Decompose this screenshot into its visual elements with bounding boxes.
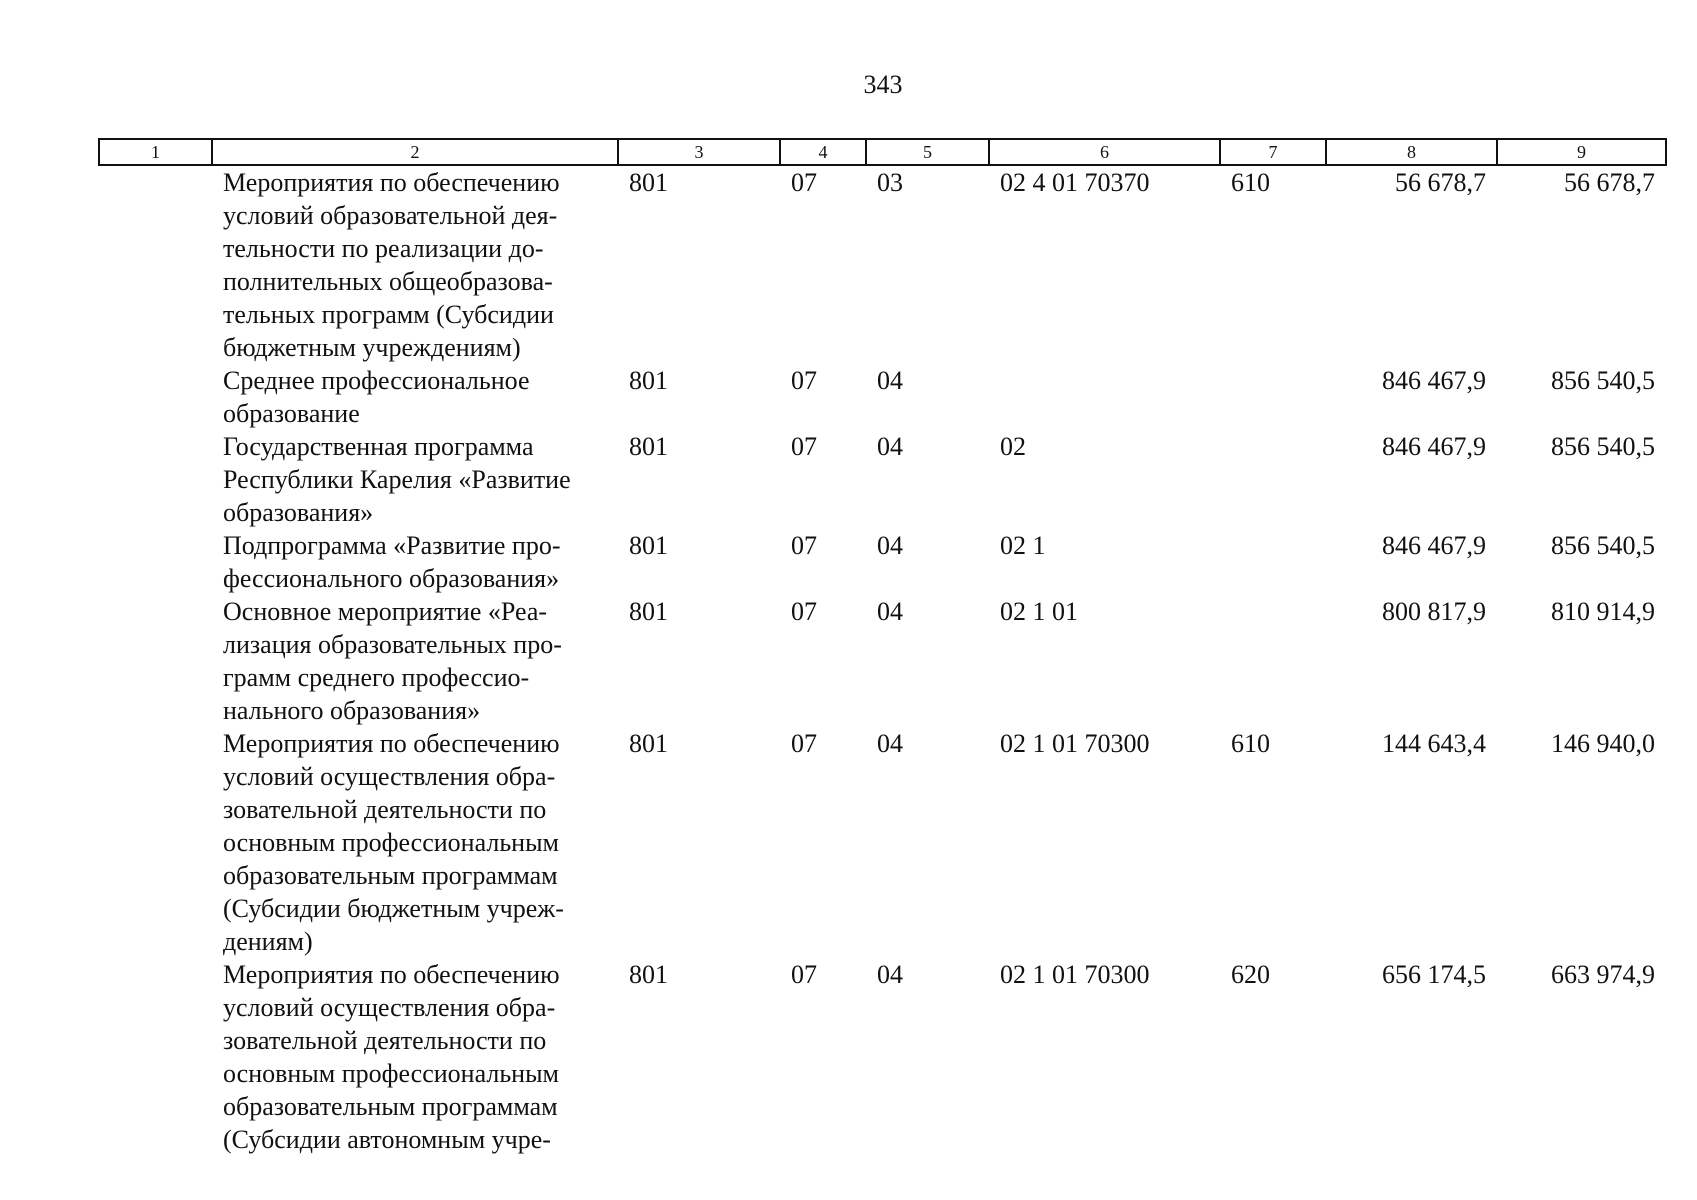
column-header: 8	[1326, 139, 1497, 165]
cell-subsection: 04	[877, 531, 903, 560]
cell-col1	[99, 364, 212, 430]
cell-amount-year1: 656 174,5	[1382, 960, 1486, 989]
cell-expense-type	[1220, 364, 1326, 430]
cell-amount-year1: 56 678,7	[1395, 168, 1486, 197]
cell-target-article: 02 1 01 70300	[1000, 729, 1150, 758]
table-row	[99, 430, 1666, 529]
cell-amount-year2: 856 540,5	[1551, 366, 1655, 395]
cell-subsection: 04	[877, 597, 903, 626]
cell-name: Подпрограмма «Развитие про- фессионального образования»	[223, 531, 561, 593]
cell-amount-year1: 800 817,9	[1382, 597, 1486, 626]
cell-target-article	[989, 364, 1220, 430]
cell-amount-year2: 663 974,9	[1551, 960, 1655, 989]
cell-section: 07	[791, 531, 817, 560]
cell-expense-type	[1220, 595, 1326, 727]
cell-amount-year2: 810 914,9	[1551, 597, 1655, 626]
column-header: 5	[866, 139, 989, 165]
column-header: 9	[1497, 139, 1666, 165]
cell-name: Мероприятия по обеспечению условий осуществления обра- зовательной деятельности по основным профессиональным образовательным программам (Субсидии автономным учре-	[223, 960, 560, 1154]
cell-name: Государственная программа Республики Карелия «Развитие образования»	[223, 432, 571, 527]
cell-admin-code: 801	[629, 960, 668, 989]
header-row	[99, 139, 1666, 165]
cell-target-article: 02	[1000, 432, 1026, 461]
cell-subsection: 04	[877, 729, 903, 758]
cell-section: 07	[791, 597, 817, 626]
cell-section: 07	[791, 432, 817, 461]
page-number: 343	[863, 70, 903, 99]
cell-name: Мероприятия по обеспечению условий образовательной дея- тельности по реализации до- полнительных общеобразова- тельных программ (Субсидии бюджетным учреждениям)	[223, 168, 560, 362]
cell-name: Среднее профессиональное образование	[223, 366, 530, 428]
cell-amount-year1: 846 467,9	[1382, 432, 1486, 461]
cell-target-article: 02 4 01 70370	[1000, 168, 1150, 197]
cell-col1	[99, 595, 212, 727]
cell-admin-code: 801	[629, 366, 668, 395]
cell-col1	[99, 165, 212, 364]
cell-col1	[99, 529, 212, 595]
cell-amount-year2: 146 940,0	[1551, 729, 1655, 758]
column-header: 2	[212, 139, 618, 165]
cell-amount-year1: 144 643,4	[1382, 729, 1486, 758]
cell-amount-year1: 846 467,9	[1382, 531, 1486, 560]
cell-subsection: 04	[877, 960, 903, 989]
cell-section: 07	[791, 729, 817, 758]
cell-target-article: 02 1 01	[1000, 597, 1078, 626]
cell-amount-year2: 856 540,5	[1551, 531, 1655, 560]
cell-subsection: 04	[877, 366, 903, 395]
cell-subsection: 04	[877, 432, 903, 461]
column-header: 1	[99, 139, 212, 165]
cell-expense-type: 610	[1231, 729, 1270, 758]
cell-admin-code: 801	[629, 531, 668, 560]
table-row	[99, 727, 1666, 958]
column-header: 3	[618, 139, 780, 165]
cell-name: Мероприятия по обеспечению условий осуществления обра- зовательной деятельности по основным профессиональным образовательным программам (Субсидии бюджетным учреж- дениям)	[223, 729, 564, 956]
cell-section: 07	[791, 960, 817, 989]
cell-admin-code: 801	[629, 729, 668, 758]
cell-admin-code: 801	[629, 432, 668, 461]
cell-amount-year1: 846 467,9	[1382, 366, 1486, 395]
cell-admin-code: 801	[629, 597, 668, 626]
cell-section: 07	[791, 168, 817, 197]
budget-table	[98, 138, 1667, 1156]
cell-expense-type	[1220, 529, 1326, 595]
column-header: 4	[780, 139, 866, 165]
cell-expense-type: 610	[1231, 168, 1270, 197]
cell-subsection: 03	[877, 168, 903, 197]
cell-admin-code: 801	[629, 168, 668, 197]
table-row	[99, 595, 1666, 727]
cell-expense-type: 620	[1231, 960, 1270, 989]
cell-col1	[99, 430, 212, 529]
cell-col1	[99, 958, 212, 1156]
cell-amount-year2: 56 678,7	[1564, 168, 1655, 197]
column-header: 7	[1220, 139, 1326, 165]
table-row	[99, 529, 1666, 595]
cell-amount-year2: 856 540,5	[1551, 432, 1655, 461]
table-row	[99, 958, 1666, 1156]
cell-target-article: 02 1	[1000, 531, 1046, 560]
cell-section: 07	[791, 366, 817, 395]
cell-col1	[99, 727, 212, 958]
table-row	[99, 364, 1666, 430]
cell-target-article: 02 1 01 70300	[1000, 960, 1150, 989]
column-header: 6	[989, 139, 1220, 165]
table-row	[99, 165, 1666, 364]
cell-expense-type	[1220, 430, 1326, 529]
cell-name: Основное мероприятие «Реа- лизация образовательных про- грамм среднего профессио- нального образования»	[223, 597, 562, 725]
